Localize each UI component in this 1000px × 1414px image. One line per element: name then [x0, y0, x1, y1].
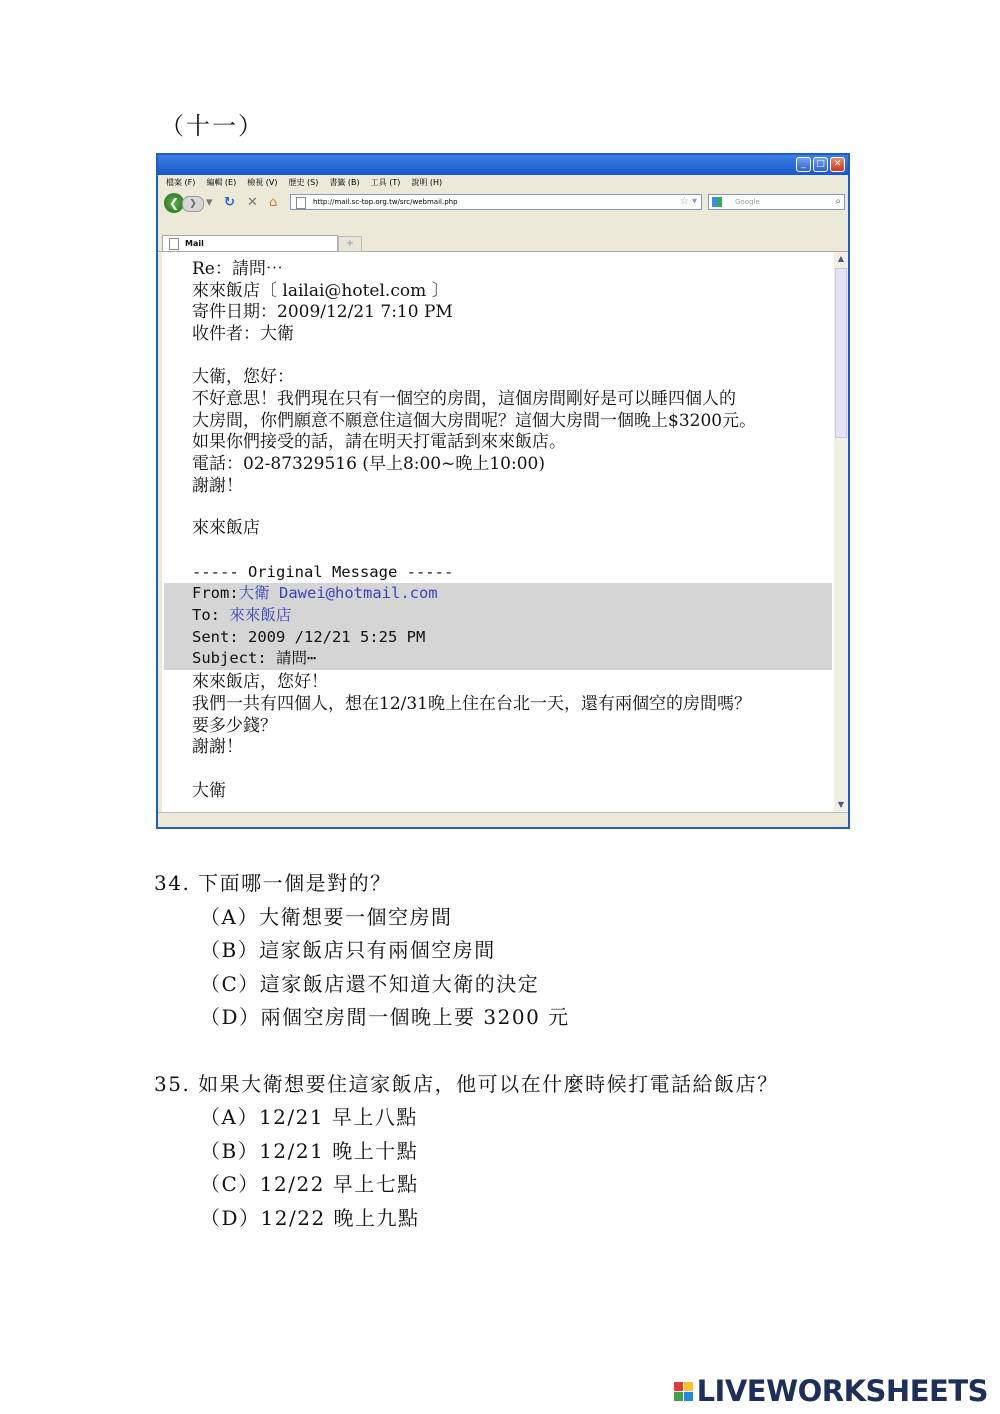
tab-label: Mail: [185, 239, 204, 248]
question-34-option-d[interactable]: （D）兩個空房間一個晚上要 3200 元: [200, 1005, 570, 1029]
reload-icon[interactable]: ↻: [224, 195, 235, 210]
status-bar: [158, 812, 848, 827]
menu-file[interactable]: 檔案 (F): [166, 178, 196, 187]
search-icon[interactable]: ⌕: [835, 196, 841, 207]
orig-to: [192, 605, 291, 626]
question-34-option-a[interactable]: （A）大衛想要一個空房間: [200, 905, 453, 929]
orig-to-label: To:: [192, 606, 230, 624]
new-tab-button[interactable]: +: [338, 236, 362, 252]
orig-greeting: 來來飯店，您好！: [192, 672, 328, 692]
page-icon: [169, 238, 179, 250]
scroll-down-icon[interactable]: ▼: [837, 800, 845, 809]
bookmark-star-icon[interactable]: ☆ ▾: [679, 196, 697, 207]
question-34-option-c[interactable]: （C）這家飯店還不知道大衛的決定: [200, 972, 540, 996]
navigation-bar: [158, 191, 848, 215]
back-arrow-icon[interactable]: ❮: [164, 193, 184, 213]
forward-arrow-icon[interactable]: ❯: [182, 196, 204, 212]
history-dropdown-icon[interactable]: ▾: [206, 195, 213, 210]
minimize-icon[interactable]: _: [796, 157, 811, 172]
scrollbar-thumb[interactable]: [835, 268, 847, 438]
brand-name: LIVEWORKSHEETS: [696, 1374, 988, 1408]
orig-subject: Subject: 請問⋯: [192, 649, 317, 667]
orig-from: [192, 583, 438, 604]
question-35-option-d[interactable]: （D）12/22 晚上九點: [200, 1206, 420, 1230]
orig-from-link[interactable]: 大衛 Dawei@hotmail.com: [238, 584, 438, 602]
email-body-line: 謝謝！: [192, 476, 243, 496]
tab-bar: [158, 233, 848, 252]
orig-to-link[interactable]: 來來飯店: [229, 606, 292, 624]
email-sender: [192, 281, 449, 302]
email-body-line: 不好意思！我們現在只有一個空的房間，這個房間剛好是可以睡四個人的: [192, 389, 736, 409]
section-number: （十一）: [160, 112, 264, 140]
menu-bar: [158, 175, 848, 190]
stop-icon[interactable]: ✕: [247, 195, 258, 210]
menu-view[interactable]: 檢視 (V): [247, 178, 278, 187]
tab-mail[interactable]: [162, 235, 338, 251]
search-placeholder: Google: [735, 198, 760, 206]
question-34-option-b[interactable]: （B）這家飯店只有兩個空房間: [200, 938, 496, 962]
browser-window: [156, 153, 850, 829]
orig-body-line: 我們一共有四個人，想在12/31晚上住在台北一天，還有兩個空的房間嗎？: [192, 694, 751, 714]
menu-tools[interactable]: 工具 (T): [370, 178, 401, 187]
original-message-divider: ----- Original Message -----: [192, 563, 454, 581]
liveworksheets-icon: [674, 1382, 693, 1401]
sender-text: 來來飯店〔 lailai@hotel.com 〕: [192, 281, 449, 301]
email-body-line: 大房間，你們願意不願意住這個大房間呢？這個大房間一個晚上$3200元。: [192, 411, 757, 431]
menu-edit[interactable]: 編輯 (E): [206, 178, 237, 187]
orig-signature: 大衛: [192, 781, 226, 801]
liveworksheets-logo: [674, 1374, 988, 1408]
menu-bookmarks[interactable]: 書籤 (B): [329, 178, 360, 187]
orig-body-line: 謝謝！: [192, 737, 243, 757]
orig-from-label: From:: [192, 584, 239, 602]
question-35-option-c[interactable]: （C）12/22 早上七點: [200, 1172, 419, 1196]
question-35-option-a[interactable]: （A）12/21 早上八點: [200, 1105, 418, 1129]
question-35-option-b[interactable]: （B）12/21 晚上十點: [200, 1139, 419, 1163]
email-body-line: 如果你們接受的話，請在明天打電話到來來飯店。: [192, 432, 566, 452]
close-icon[interactable]: ✕: [830, 157, 845, 172]
email-body-line: 電話：02-87329516 (早上8:00~晚上10:00): [192, 454, 545, 474]
maximize-icon[interactable]: □: [813, 157, 828, 172]
scroll-up-icon[interactable]: ▲: [837, 254, 845, 263]
email-subject: Re：請問⋯: [192, 259, 283, 279]
question-34-stem: 34. 下面哪一個是對的？: [154, 871, 392, 895]
page-icon: [296, 197, 306, 209]
email-signature: 來來飯店: [192, 518, 260, 538]
orig-sent: Sent: 2009 /12/21 5:25 PM: [192, 628, 426, 646]
address-bar[interactable]: [290, 194, 702, 210]
email-greeting: 大衛，您好：: [192, 367, 294, 387]
email-date: 寄件日期：2009/12/21 7:10 PM: [192, 302, 453, 322]
title-bar: [158, 155, 848, 175]
email-recipient: 收件者：大衛: [192, 324, 294, 344]
home-icon[interactable]: ⌂: [269, 195, 278, 210]
menu-help[interactable]: 說明 (H): [411, 178, 443, 187]
question-35-stem: 35. 如果大衛想要住這家飯店，他可以在什麼時候打電話給飯店？: [154, 1072, 779, 1096]
menu-history[interactable]: 歷史 (S): [288, 178, 319, 187]
email-content: [162, 252, 834, 812]
vertical-scrollbar[interactable]: [834, 252, 848, 812]
url-text: http://mail.sc-top.org.tw/src/webmail.php: [313, 198, 458, 206]
google-icon: [712, 197, 722, 207]
search-input[interactable]: [708, 194, 845, 210]
orig-body-line: 要多少錢？: [192, 716, 277, 736]
